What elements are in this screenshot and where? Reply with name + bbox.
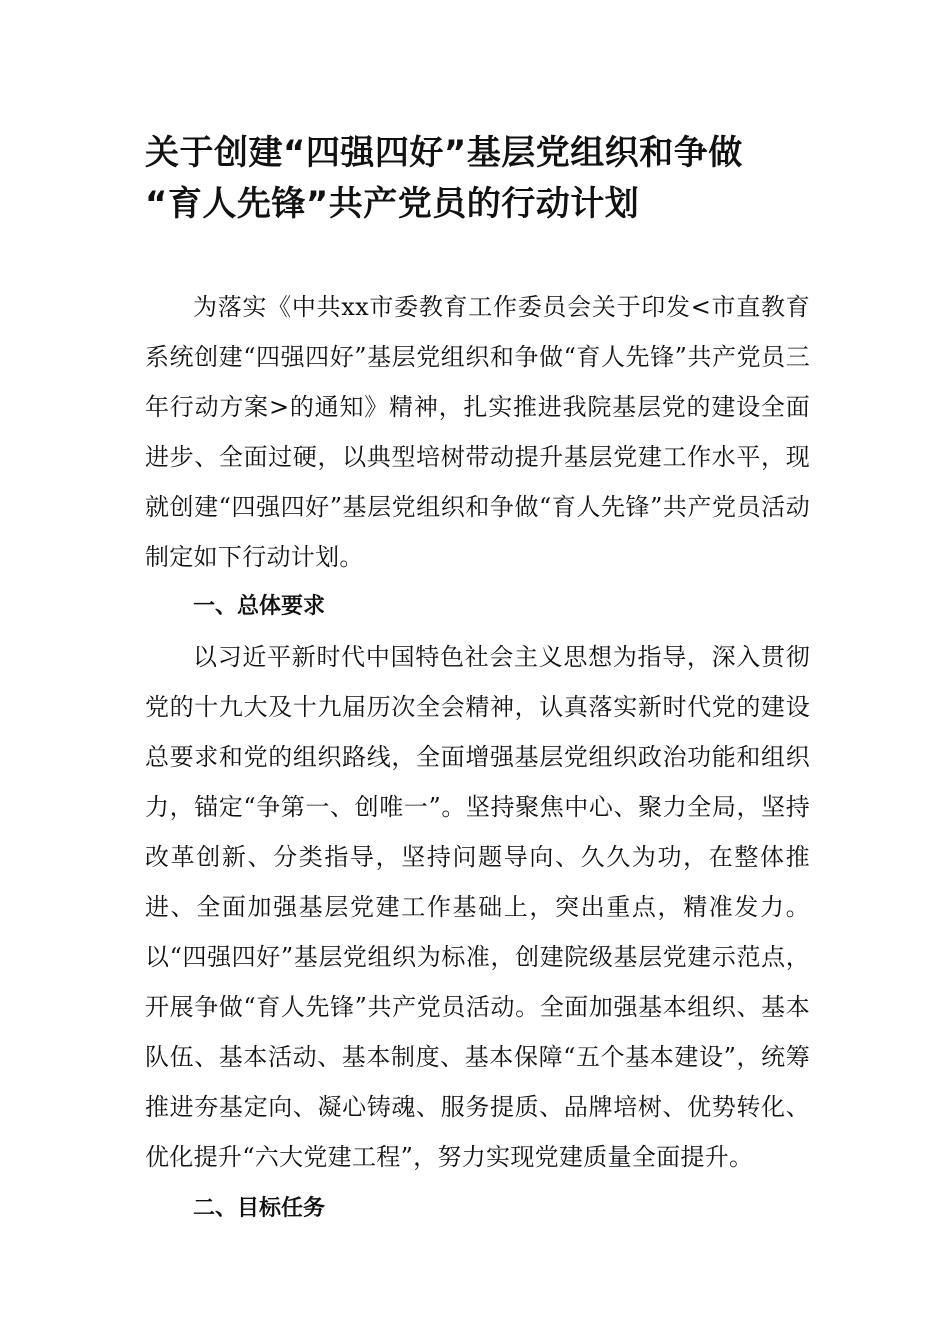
section-heading-general-requirements: 一、总体要求 [193,594,326,619]
document-title [145,128,825,230]
title-line-1: 关于创建“四强四好”基层党组织和争做 [145,133,743,173]
title-line-2: “育人先锋”共产党员的行动计划 [145,184,640,224]
section-heading-goals-tasks: 二、目标任务 [193,1196,326,1221]
intro-paragraph: 为落实《中共xx市委教育工作委员会关于印发<市直教育系统创建“四强四好”基层党组织和争做“育人先锋”共产党员三年行动方案>的通知》精神，扎实推进我院基层党的建设全面进步、全面过硬，以典型培树带动提升基层党建工作水平，现就创建“四强四好”基层党组织和争做“育人先锋”共产党员活动制定如下行动计划。 [145,293,810,571]
document-body [145,282,810,1234]
section-paragraph-general-requirements: 以习近平新时代中国特色社会主义思想为指导，深入贯彻党的十九大及十九届历次全会精神，认真落实新时代党的建设总要求和党的组织路线，全面增强基层党组织政治功能和组织力，锚定“争第一、创唯一”。坚持聚焦中心、聚力全局，坚持改革创新、分类指导，坚持问题导向、久久为功，在整体推进、全面加强基层党建工作基础上，突出重点，精准发力。以“四强四好”基层党组织为标准，创建院级基层党建示范点，开展争做“育人先锋”共产党员活动。全面加强基本组织、基本队伍、基本活动、基本制度、基本保障“五个基本建设”，统筹推进夯基定向、凝心铸魂、服务提质、品牌培树、优势转化、优化提升“六大党建工程”，努力实现党建质量全面提升。 [145,643,810,1171]
